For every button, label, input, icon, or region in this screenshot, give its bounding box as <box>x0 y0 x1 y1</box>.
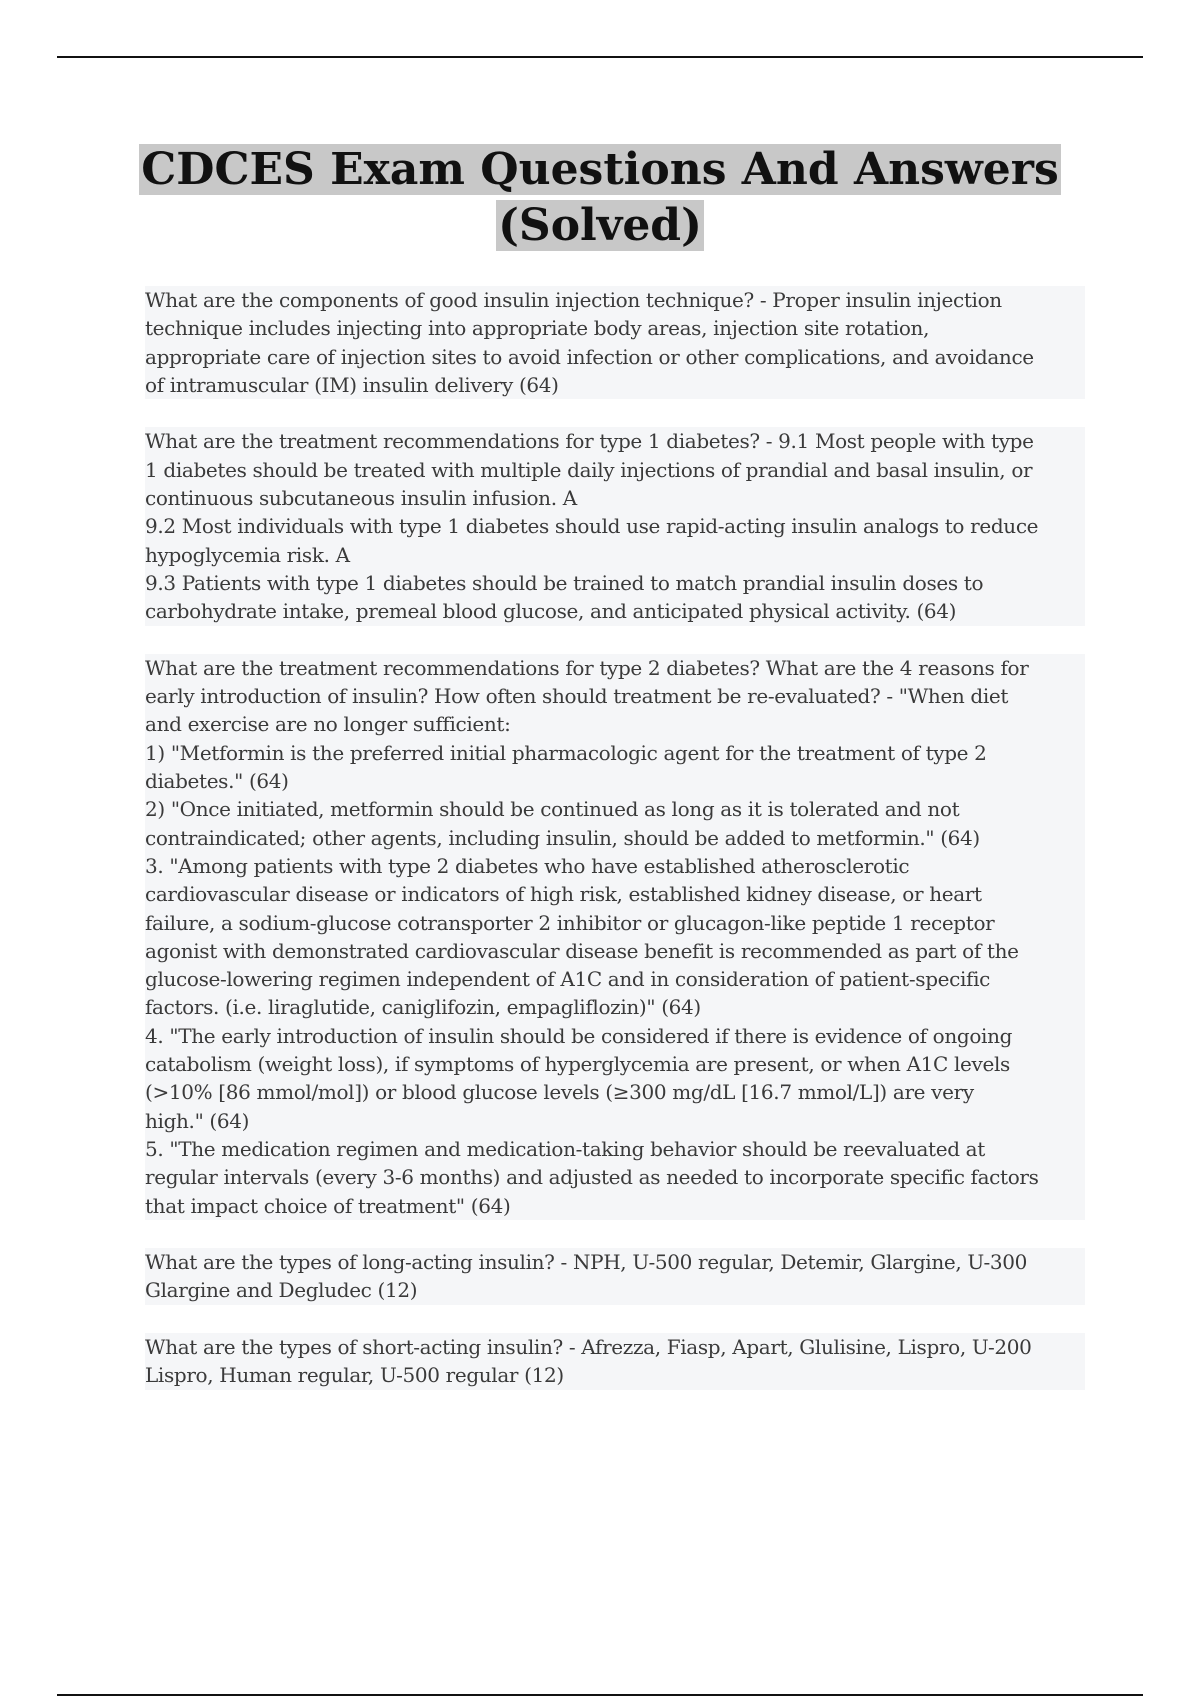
qa-line: high." (64) <box>145 1107 1085 1135</box>
document-body <box>145 286 1085 1418</box>
qa-line: 9.3 Patients with type 1 diabetes should be trained to match prandial insulin doses to <box>145 569 1085 597</box>
qa-line: Lispro, Human regular, U-500 regular (12) <box>145 1361 1085 1389</box>
qa-line: 3. "Among patients with type 2 diabetes who have established atherosclerotic <box>145 852 1085 880</box>
qa-line: 9.2 Most individuals with type 1 diabetes should use rapid-acting insulin analogs to reduce <box>145 512 1085 540</box>
qa-line: cardiovascular disease or indicators of high risk, established kidney disease, or heart <box>145 880 1085 908</box>
qa-line: 4. "The early introduction of insulin should be considered if there is evidence of ongoing <box>145 1022 1085 1050</box>
qa-paragraph <box>145 1333 1085 1390</box>
qa-line: What are the types of long-acting insulin? - NPH, U-500 regular, Detemir, Glargine, U-300 <box>145 1248 1085 1276</box>
qa-paragraph <box>145 1248 1085 1305</box>
qa-line: What are the treatment recommendations for type 1 diabetes? - 9.1 Most people with type <box>145 427 1085 455</box>
qa-line: Glargine and Degludec (12) <box>145 1276 1085 1304</box>
qa-line: early introduction of insulin? How often should treatment be re-evaluated? - "When diet <box>145 682 1085 710</box>
qa-line: continuous subcutaneous insulin infusion. A <box>145 484 1085 512</box>
qa-line: (>10% [86 mmol/mol]) or blood glucose levels (≥300 mg/dL [16.7 mmol/L]) are very <box>145 1078 1085 1106</box>
qa-line: What are the types of short-acting insulin? - Afrezza, Fiasp, Apart, Glulisine, Lispro, U-200 <box>145 1333 1085 1361</box>
title-line-1: CDCES Exam Questions And Answers <box>141 144 1059 195</box>
qa-line: diabetes." (64) <box>145 767 1085 795</box>
qa-line: hypoglycemia risk. A <box>145 541 1085 569</box>
qa-line: of intramuscular (IM) insulin delivery (64) <box>145 371 1085 399</box>
bottom-rule <box>57 1694 1143 1696</box>
qa-line: technique includes injecting into appropriate body areas, injection site rotation, <box>145 314 1085 342</box>
qa-paragraph <box>145 427 1085 625</box>
qa-line: regular intervals (every 3-6 months) and adjusted as needed to incorporate specific factors <box>145 1163 1085 1191</box>
qa-paragraph <box>145 286 1085 399</box>
qa-line: 5. "The medication regimen and medication-taking behavior should be reevaluated at <box>145 1135 1085 1163</box>
qa-line: that impact choice of treatment" (64) <box>145 1192 1085 1220</box>
document-title <box>100 142 1100 254</box>
qa-line: What are the treatment recommendations for type 2 diabetes? What are the 4 reasons for <box>145 654 1085 682</box>
qa-line: 1) "Metformin is the preferred initial pharmacologic agent for the treatment of type 2 <box>145 739 1085 767</box>
qa-line: and exercise are no longer sufficient: <box>145 710 1085 738</box>
qa-line: factors. (i.e. liraglutide, caniglifozin, empagliflozin)" (64) <box>145 993 1085 1021</box>
qa-line: contraindicated; other agents, including insulin, should be added to metformin." (64) <box>145 824 1085 852</box>
title-line-2: (Solved) <box>498 200 702 251</box>
qa-line: glucose-lowering regimen independent of A1C and in consideration of patient-specific <box>145 965 1085 993</box>
qa-line: agonist with demonstrated cardiovascular disease benefit is recommended as part of the <box>145 937 1085 965</box>
qa-line: 1 diabetes should be treated with multiple daily injections of prandial and basal insulin, or <box>145 456 1085 484</box>
qa-line: appropriate care of injection sites to avoid infection or other complications, and avoidance <box>145 343 1085 371</box>
qa-line: carbohydrate intake, premeal blood glucose, and anticipated physical activity. (64) <box>145 597 1085 625</box>
qa-line: catabolism (weight loss), if symptoms of hyperglycemia are present, or when A1C levels <box>145 1050 1085 1078</box>
qa-line: failure, a sodium-glucose cotransporter 2 inhibitor or glucagon-like peptide 1 receptor <box>145 909 1085 937</box>
top-rule <box>57 56 1143 58</box>
qa-paragraph <box>145 654 1085 1220</box>
qa-line: 2) "Once initiated, metformin should be continued as long as it is tolerated and not <box>145 795 1085 823</box>
qa-line: What are the components of good insulin injection technique? - Proper insulin injection <box>145 286 1085 314</box>
